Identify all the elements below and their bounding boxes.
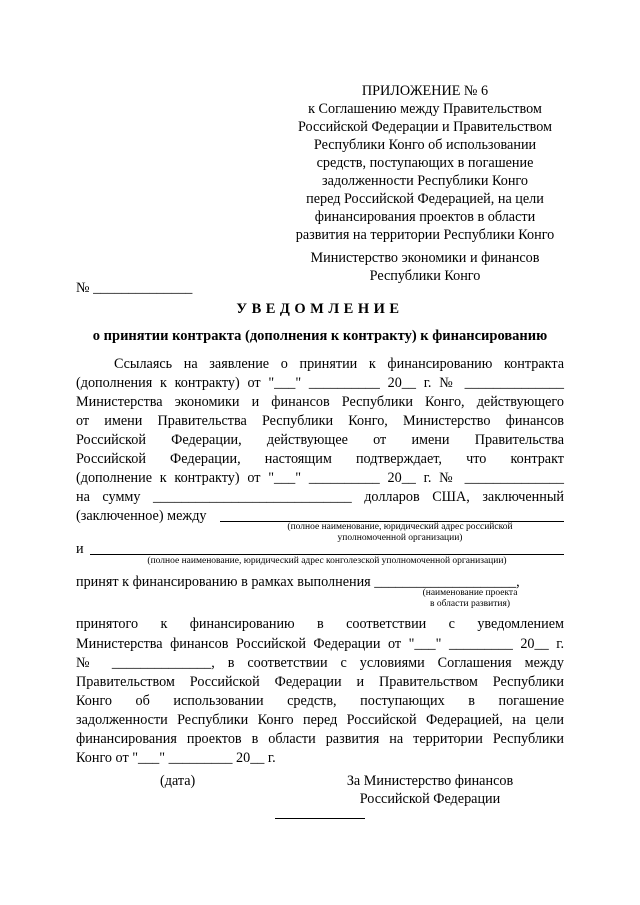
addressee-line: Министерство экономики и финансов — [310, 250, 540, 266]
paragraph-line: № ______________, в соответствии с условиями Соглашения между — [76, 655, 564, 671]
document-title: УВЕДОМЛЕНИЕ — [236, 301, 404, 317]
paragraph-line: от имени Правительства Республики Конго, Министерство финансов — [76, 413, 564, 429]
signatory-line: Российской Федерации — [359, 791, 501, 807]
paragraph-line: на сумму ____________________________ долларов США, заключенный — [76, 489, 564, 505]
paragraph-line: Министерства экономики и финансов Республики Конго, действующего — [76, 394, 564, 410]
field-note: в области развития) — [429, 599, 511, 609]
header-line: средств, поступающих в погашение — [316, 155, 534, 171]
header-line: Российской Федерации и Правительством — [297, 119, 553, 135]
paragraph-line: Ссылаясь на заявление о принятии к финансированию контракта — [114, 356, 564, 372]
document-subtitle: о принятии контракта (дополнения к контракту) к финансированию — [92, 328, 548, 344]
header-line: задолженности Республики Конго — [321, 173, 528, 189]
fill-line — [90, 554, 564, 555]
annex-number: ПРИЛОЖЕНИЕ № 6 — [361, 83, 489, 99]
paragraph-line: (заключенное) между — [76, 508, 207, 524]
header-line: перед Российской Федерацией, на цели — [306, 191, 544, 207]
addressee-line: Республики Конго — [369, 268, 481, 284]
signature-line — [275, 818, 365, 819]
paragraph-line: Министерства финансов Российской Федерации от "___" _________ 20__ г. — [76, 636, 564, 652]
paragraph-line: Конго об использовании средств, поступающих в погашение — [76, 693, 564, 709]
paragraph-line: задолженности Республики Конго перед Российской Федерацией, на цели — [76, 712, 564, 728]
header-line: Республики Конго об использовании — [313, 137, 537, 153]
header-line: к Соглашению между Правительством — [308, 101, 542, 117]
date-label: (дата) — [160, 773, 196, 789]
paragraph-line: принятого к финансированию в соответствии с уведомлением — [76, 616, 564, 632]
paragraph-line: Российской Федерации, действующее от имени Правительства — [76, 432, 564, 448]
paragraph-line: Правительством Российской Федерации и Правительством Республики — [76, 674, 564, 690]
paragraph-line: финансирования проектов в области развития на территории Республики — [76, 731, 564, 747]
field-note: (полное наименование, юридический адрес российской — [287, 522, 513, 532]
field-note: уполномоченной организации) — [337, 533, 463, 543]
header-line: финансирования проектов в области — [314, 209, 536, 225]
paragraph-line: Российской Федерации, настоящим подтверждает, что контракт — [76, 451, 564, 467]
field-note: (полное наименование, юридический адрес конголезской уполномоченной организации) — [147, 556, 507, 566]
header-line: развития на территории Республики Конго — [295, 227, 555, 243]
document-number-field: № ______________ — [76, 280, 193, 296]
field-note: (наименование проекта — [422, 588, 518, 598]
and-label: и — [76, 541, 84, 557]
paragraph-line: (дополнения к контракту) от "___" __________ 20__ г. № ______________ — [76, 375, 564, 391]
paragraph-line: (дополнение к контракту) от "___" __________ 20__ г. № ______________ — [76, 470, 564, 486]
accepted-line: принят к финансированию в рамках выполнения ____________________, — [76, 574, 520, 590]
signatory-line: За Министерство финансов — [346, 773, 514, 789]
paragraph-line: Конго от "___" _________ 20__ г. — [76, 750, 276, 766]
